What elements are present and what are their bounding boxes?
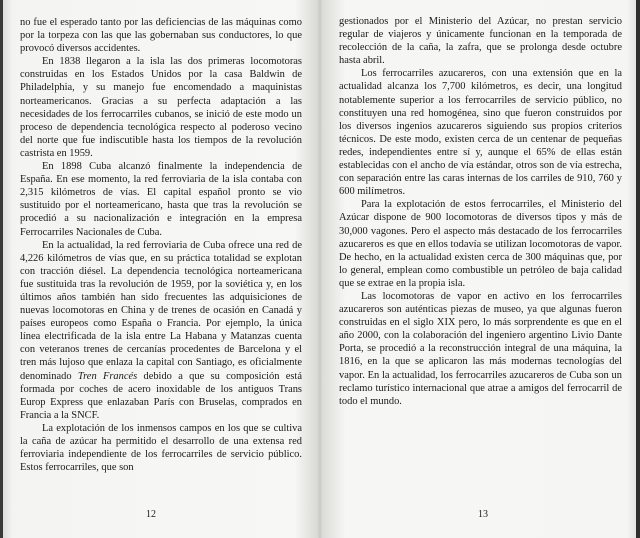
left-paragraph-5: La explotación de los inmensos campos en los que se cultiva la caña de azúcar ha permitido el desarrollo de una extensa red ferroviaria independiente de los ferrocarriles de servicio público. Estos ferrocarriles, que son xyxy=(20,422,302,474)
page-number-left: 12 xyxy=(146,509,156,520)
left-paragraph-4-text: En la actualidad, la red ferroviaria de Cuba ofrece una red de 4,226 kilómetros de vías que, en su práctica totalidad se explotan con tracción diésel. La dependencia tecnológica norteamericana fue sustituida tras la revolución de 1959, por la soviética y, en los últimos años también han sido frecuentes las adquisiciones de nuevas locomotoras en China y de trenes de ocasión en Canadá y países europeos como España o Francia. Por ejemplo, la única línea electrificada de la isla entre La Habana y Matanzas cuenta con veteranos trenes de cercanías procedentes de Barcelona y el tren más lujoso que enlaza la capital con Santiago, es oficialmente denominado xyxy=(20,239,302,382)
left-page xyxy=(20,16,302,474)
right-paragraph-2: Los ferrocarriles azucareros, con una extensión que en la actualidad alcanza los 7,700 kilómetros, es decir, una longitud notablemente superior a los ferrocarriles de servicio público, no constituyen una red homogénea, sino que fueron construidos por los diversos ingenios azucareros siguiendo sus propios criterios técnicos. De este modo, existen cerca de un centenar de pequeñas redes, independientes entre sí y, aunque el 65% de ellas están establecidas con el ancho de vía estándar, otros son de vía estrecha, con separación entre las caras internas de los carriles de 910, 760 y 600 milímetros. xyxy=(339,68,622,198)
left-paragraph-4-tail: debido a que su composición está formada por coches de acero inoxidable de los antiguos Trans Europ Express que enlazaban París con Bruselas, comprados en Francia a la SNCF. xyxy=(20,370,302,421)
scan-edge-left xyxy=(0,0,3,538)
right-paragraph-3: Para la explotación de estos ferrocarriles, el Ministerio del Azúcar dispone de 900 locomotoras de diversos tipos y más de 30,000 vagones. Pero el aspecto más destacado de los ferrocarriles azucareros es que en ellos todavía se utilizan locomotoras de vapor. De hecho, en la actualidad existen cerca de 300 máquinas que, por lo general, emplean como combustible un petróleo de baja calidad que se extrae en la propia isla. xyxy=(339,199,622,289)
left-paragraph-3: En 1898 Cuba alcanzó finalmente la independencia de España. En ese momento, la red ferroviaria de la isla contaba con 2,315 kilómetros de vías. El capital español pronto se vio sustituido por el norteamericano, hasta que tras la revolución se procedió a su nacionalización e integración en la empresa Ferrocarriles Nacionales de Cuba. xyxy=(20,161,302,238)
scan-edge-right xyxy=(636,0,640,538)
right-paragraph-1: gestionados por el Ministerio del Azúcar, no prestan servicio regular de viajeros y únicamente funcionan en la temporada de recolección de la caña, la zafra, que se prolonga desde octubre hasta abril. xyxy=(339,16,622,67)
tren-frances-name: Tren Francés xyxy=(77,370,138,382)
right-paragraph-4: Las locomotoras de vapor en activo en los ferrocarriles azucareros son auténticas piezas de museo, ya que algunas fueron construidas en el siglo XIX pero, lo más sorprendente es que en el año 2000, con la colaboración del ingeniero argentino Livio Dante Porta, se procedió a la reconstrucción integral de una máquina, la 1816, en la que se aplicaron las más modernas tecnologías del vapor. En la actualidad, los ferrocarriles azucareros de Cuba son un reclamo turístico internacional que atrae a amigos del ferrocarril de todo el mundo. xyxy=(339,290,622,407)
left-paragraph-2: En 1838 llegaron a la isla las dos primeras locomotoras construidas en los Estados Unidos por la casa Baldwin de Philadelphia, y su manejo fue encomendado a maquinistas norteamericanos. Gracias a su perfecta adaptación a las necesidades de los ferrocarriles cubanos, se inició de este modo un proceso de dependencia tecnológica respecto al poderoso vecino del norte que fue indiscutible hasta los tiempos de la revolución castrista en 1959. xyxy=(20,56,302,159)
right-page xyxy=(339,15,622,408)
left-paragraph-1: no fue el esperado tanto por las deficiencias de las máquinas como por la torpeza con las que las gobernaban sus conductores, lo que provocó diversos accidentes. xyxy=(20,17,302,55)
page-number-right: 13 xyxy=(478,509,488,520)
left-paragraph-4 xyxy=(20,239,302,422)
